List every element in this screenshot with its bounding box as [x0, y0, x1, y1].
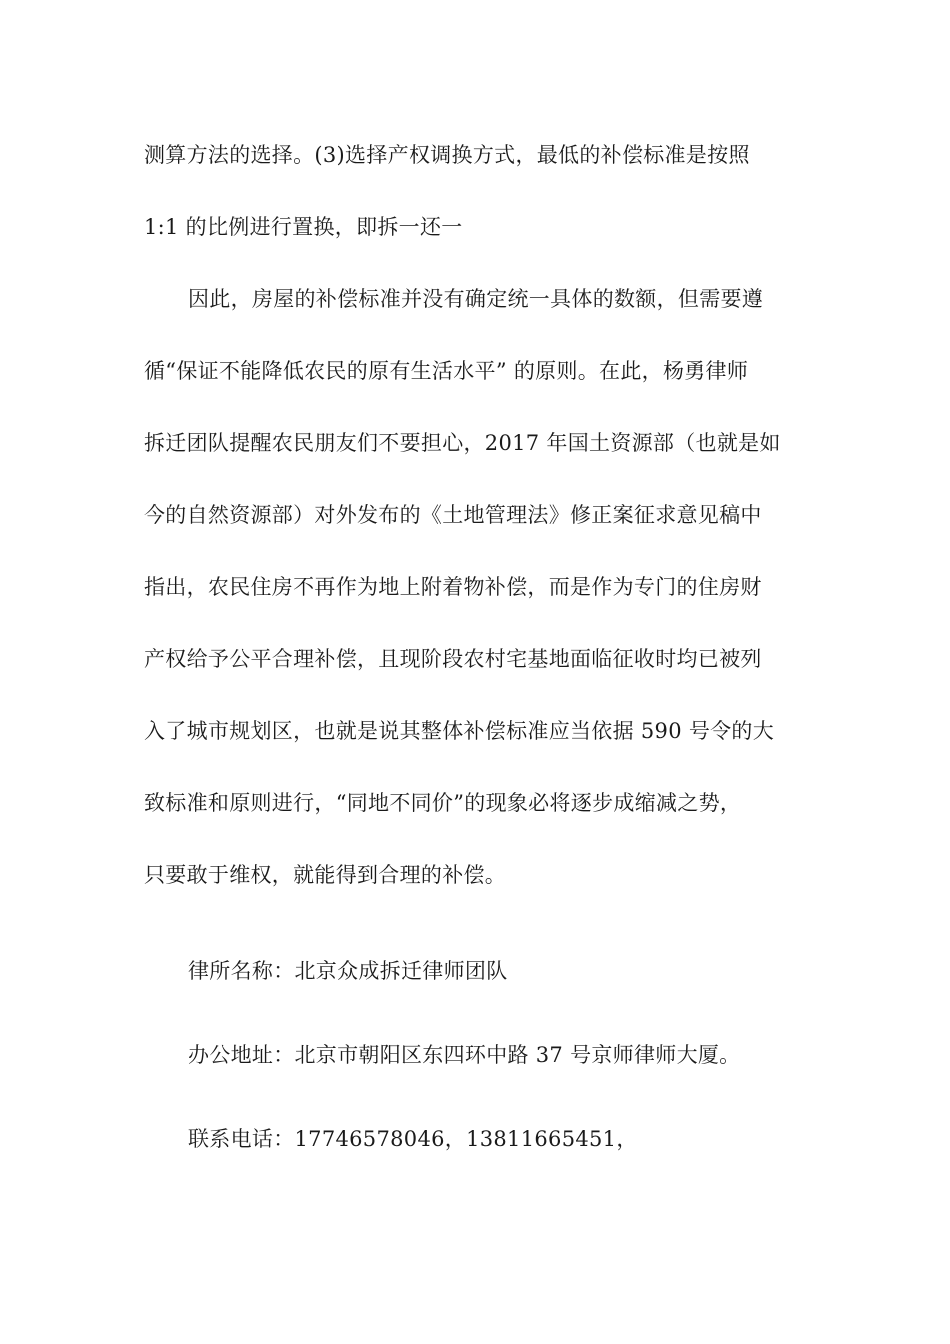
body-line-6: 今的自然资源部）对外发布的《土地管理法》修正案征求意见稿中: [144, 503, 762, 527]
body-line-4: 循“保证不能降低农民的原有生活水平” 的原则。在此，杨勇律师: [144, 359, 749, 383]
body-line-8: 产权给予公平合理补偿，且现阶段农村宅基地面临征收时均已被列: [144, 647, 762, 671]
body-line-11: 只要敢于维权，就能得到合理的补偿。: [144, 863, 507, 887]
body-line-2: 1:1 的比例进行置换，即拆一还一: [144, 215, 463, 239]
body-line-5: 拆迁团队提醒农民朋友们不要担心，2017 年国土资源部（也就是如: [144, 431, 781, 455]
body-line-7: 指出，农民住房不再作为地上附着物补偿，而是作为专门的住房财: [144, 575, 762, 599]
body-line-9: 入了城市规划区，也就是说其整体补偿标准应当依据 590 号令的大: [144, 719, 775, 743]
body-line-10: 致标准和原则进行，“同地不同价”的现象必将逐步成缩减之势，: [144, 791, 742, 815]
body-line-3: 因此，房屋的补偿标准并没有确定统一具体的数额，但需要遵: [188, 287, 764, 311]
office-address-line: 办公地址：北京市朝阳区东四环中路 37 号京师律师大厦。: [188, 1043, 741, 1067]
body-line-1: 测算方法的选择。(3)选择产权调换方式，最低的补偿标准是按照: [144, 143, 750, 167]
firm-name-line: 律所名称：北京众成拆迁律师团队: [188, 959, 508, 983]
contact-phone-line: 联系电话：17746578046，13811665451，: [188, 1127, 638, 1151]
